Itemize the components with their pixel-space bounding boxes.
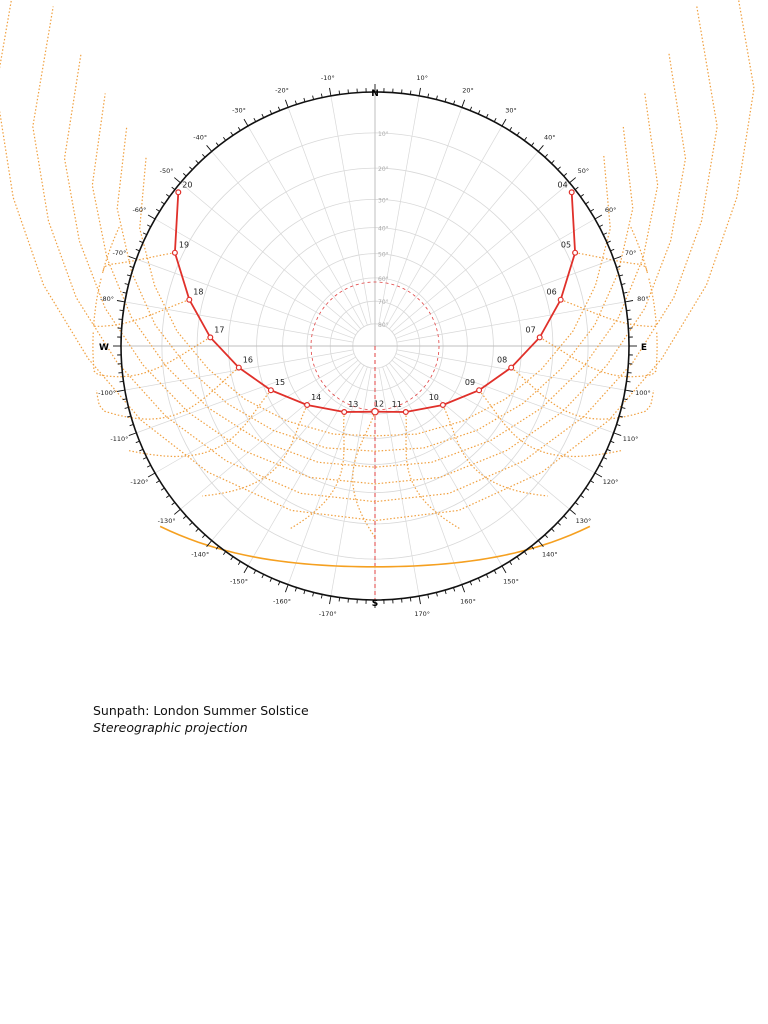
- azimuth-tick: [419, 596, 420, 604]
- sun-hour-label: 19: [178, 240, 190, 250]
- azimuth-tick: [196, 529, 199, 532]
- azimuth-label: 140°: [541, 550, 558, 559]
- azimuth-tick: [285, 585, 288, 593]
- sun-hour-label: 18: [193, 287, 204, 297]
- azimuth-label: 130°: [575, 516, 592, 525]
- azimuth-tick: [570, 509, 576, 514]
- analemma-curve: [129, 390, 271, 456]
- azimuth-tick: [445, 98, 446, 102]
- azimuth-tick: [580, 495, 583, 497]
- azimuth-tick: [143, 457, 147, 459]
- azimuth-tick: [619, 416, 623, 417]
- azimuth-tick: [202, 154, 205, 157]
- azimuth-tick: [143, 233, 147, 235]
- azimuth-label: -20°: [275, 86, 289, 95]
- azimuth-tick: [129, 256, 137, 259]
- azimuth-spoke: [389, 363, 538, 541]
- azimuth-tick: [531, 143, 533, 146]
- azimuth-tick: [117, 390, 125, 391]
- analemma-curve: [540, 331, 657, 377]
- azimuth-spoke: [389, 151, 538, 329]
- sun-hour-label: 07: [525, 325, 536, 335]
- azimuth-tick: [607, 241, 611, 243]
- sun-hour-marker: [573, 250, 578, 255]
- azimuth-tick: [254, 570, 256, 574]
- azimuth-label: 80°: [637, 294, 649, 303]
- sun-hour-marker: [236, 365, 241, 370]
- azimuth-tick: [244, 119, 248, 126]
- sun-hour-marker: [441, 403, 446, 408]
- azimuth-label: -80°: [100, 294, 115, 303]
- azimuth-label: 110°: [622, 435, 639, 443]
- azimuth-tick: [127, 275, 131, 276]
- azimuth-tick: [590, 481, 593, 483]
- azimuth-tick: [129, 433, 137, 436]
- azimuth-label: -70°: [112, 249, 127, 257]
- analemma-curve: [202, 405, 307, 496]
- azimuth-tick: [558, 522, 561, 525]
- azimuth-tick: [494, 118, 496, 122]
- azimuth-tick: [590, 209, 593, 211]
- cardinal-south: S: [371, 599, 379, 609]
- azimuth-tick: [586, 488, 589, 490]
- altitude-label: 70°: [378, 299, 389, 307]
- azimuth-tick: [147, 465, 151, 467]
- azimuth-tick: [207, 145, 212, 151]
- azimuth-tick: [580, 194, 583, 196]
- azimuth-tick: [599, 465, 603, 467]
- sun-hour-marker: [569, 190, 574, 195]
- sun-hour-marker: [187, 297, 192, 302]
- azimuth-tick: [172, 187, 175, 189]
- azimuth-tick: [120, 310, 124, 311]
- azimuth-spoke: [180, 183, 358, 335]
- azimuth-tick: [564, 173, 567, 176]
- azimuth-label: 50°: [577, 167, 590, 176]
- azimuth-label: -10°: [320, 74, 335, 83]
- azimuth-tick: [453, 101, 454, 105]
- azimuth-label: -60°: [132, 206, 147, 214]
- azimuth-tick: [625, 301, 633, 302]
- azimuth-label: 160°: [460, 597, 476, 606]
- azimuth-tick: [445, 590, 446, 594]
- azimuth-tick: [156, 481, 159, 483]
- azimuth-tick: [607, 449, 611, 451]
- azimuth-tick: [410, 91, 411, 95]
- azimuth-tick: [330, 596, 331, 604]
- azimuth-tick: [304, 590, 305, 594]
- azimuth-label: -30°: [232, 106, 246, 115]
- analemma-curve: [443, 405, 548, 496]
- altitude-label: 30°: [378, 197, 389, 205]
- azimuth-tick: [130, 424, 134, 425]
- azimuth-tick: [120, 381, 124, 382]
- azimuth-tick: [545, 535, 548, 538]
- azimuth-tick: [453, 588, 454, 592]
- azimuth-tick: [161, 488, 164, 490]
- azimuth-label: -160°: [272, 597, 292, 606]
- azimuth-tick: [270, 578, 272, 582]
- azimuth-tick: [117, 301, 125, 302]
- azimuth-tick: [196, 160, 199, 163]
- azimuth-tick: [419, 88, 420, 96]
- azimuth-label: -140°: [191, 550, 210, 559]
- azimuth-tick: [270, 110, 272, 114]
- azimuth-label: -170°: [318, 609, 337, 618]
- azimuth-tick: [502, 566, 506, 573]
- azimuth-tick: [223, 551, 225, 554]
- azimuth-label: 120°: [602, 478, 619, 486]
- azimuth-label: 170°: [414, 609, 431, 618]
- azimuth-label: 150°: [503, 577, 519, 586]
- sun-hour-label: 12: [373, 399, 385, 409]
- analemma-curve: [93, 331, 210, 377]
- altitude-label: 60°: [378, 275, 389, 283]
- sun-hour-label: 06: [546, 287, 557, 297]
- azimuth-tick: [254, 118, 256, 122]
- azimuth-tick: [614, 256, 622, 259]
- azimuth-tick: [231, 557, 233, 560]
- sun-hour-label: 13: [348, 400, 359, 409]
- azimuth-tick: [551, 160, 554, 163]
- azimuth-label: 70°: [624, 249, 637, 257]
- azimuth-tick: [510, 127, 512, 130]
- azimuth-tick: [575, 187, 578, 189]
- azimuth-tick: [216, 143, 218, 146]
- azimuth-tick: [223, 137, 225, 140]
- azimuth-label: 20°: [462, 86, 474, 95]
- azimuth-tick: [172, 502, 175, 504]
- sun-hour-marker: [342, 410, 347, 415]
- altitude-label: 80°: [378, 321, 389, 329]
- azimuth-tick: [478, 110, 480, 114]
- caption-title: Sunpath: London Summer Solstice: [93, 703, 309, 718]
- azimuth-tick: [127, 416, 131, 417]
- azimuth-tick: [551, 529, 554, 532]
- azimuth-tick: [339, 91, 340, 95]
- altitude-azimuth-grid: [121, 92, 629, 600]
- azimuth-tick: [183, 173, 186, 176]
- azimuth-tick: [244, 566, 248, 573]
- cardinal-north: N: [371, 89, 379, 99]
- altitude-label: 10°: [378, 130, 389, 138]
- azimuth-tick: [510, 561, 512, 564]
- analemma-curve: [575, 227, 647, 273]
- azimuth-tick: [295, 101, 296, 105]
- azimuth-tick: [148, 473, 155, 477]
- azimuth-tick: [161, 202, 164, 204]
- azimuth-tick: [494, 570, 496, 574]
- azimuth-tick: [524, 137, 526, 140]
- azimuth-tick: [545, 154, 548, 157]
- sun-hour-label: 15: [274, 378, 286, 388]
- azimuth-tick: [166, 194, 169, 196]
- azimuth-tick: [462, 585, 465, 593]
- azimuth-tick: [538, 145, 543, 151]
- azimuth-tick: [238, 127, 240, 130]
- sun-hour-marker: [208, 335, 213, 340]
- azimuth-tick: [285, 100, 288, 108]
- azimuth-tick: [156, 209, 159, 211]
- sun-hour-label: 04: [557, 180, 568, 190]
- azimuth-tick: [575, 502, 578, 504]
- azimuth-tick: [202, 535, 205, 538]
- azimuth-tick: [619, 275, 623, 276]
- azimuth-label: 100°: [635, 389, 651, 398]
- azimuth-label: -130°: [157, 516, 176, 525]
- sun-hour-label: 10: [428, 393, 439, 402]
- azimuth-tick: [486, 114, 488, 118]
- azimuth-tick: [599, 225, 603, 227]
- azimuth-tick: [627, 310, 631, 311]
- azimuth-tick: [189, 522, 192, 525]
- azimuth-label: 60°: [604, 206, 617, 214]
- sun-hour-marker: [176, 190, 181, 195]
- azimuth-tick: [238, 561, 240, 564]
- azimuth-tick: [502, 119, 506, 126]
- azimuth-tick: [617, 424, 621, 425]
- sun-hour-label: 11: [391, 400, 402, 409]
- azimuth-tick: [304, 98, 305, 102]
- azimuth-tick: [339, 598, 340, 602]
- sun-hour-label: 14: [311, 393, 322, 402]
- azimuth-tick: [174, 509, 180, 514]
- azimuth-tick: [586, 202, 589, 204]
- azimuth-tick: [603, 457, 607, 459]
- azimuth-tick: [517, 557, 519, 560]
- azimuth-spoke: [212, 151, 361, 329]
- altitude-label: 40°: [378, 225, 389, 233]
- azimuth-label: -100°: [98, 389, 117, 398]
- sun-hour-marker: [305, 403, 310, 408]
- azimuth-tick: [517, 132, 519, 135]
- azimuth-label: -120°: [130, 478, 149, 486]
- sun-hour-label: 05: [560, 240, 572, 250]
- azimuth-tick: [330, 88, 331, 96]
- azimuth-spoke: [392, 183, 570, 335]
- azimuth-tick: [595, 473, 602, 477]
- azimuth-tick: [627, 381, 631, 382]
- azimuth-tick: [524, 551, 526, 554]
- azimuth-spoke: [180, 360, 358, 509]
- sun-hour-label: 16: [242, 355, 253, 365]
- azimuth-label: -110°: [110, 435, 129, 443]
- sun-hour-label: 17: [214, 325, 225, 335]
- azimuth-tick: [295, 588, 296, 592]
- azimuth-tick: [614, 433, 622, 436]
- azimuth-spoke: [392, 360, 570, 509]
- azimuth-tick: [139, 241, 143, 243]
- sun-hour-marker: [403, 410, 408, 415]
- sun-hour-label: 20: [182, 180, 193, 190]
- azimuth-tick: [564, 516, 567, 519]
- azimuth-tick: [570, 178, 576, 183]
- azimuth-tick: [147, 225, 151, 227]
- sun-hour-marker: [537, 335, 542, 340]
- azimuth-tick: [625, 390, 633, 391]
- azimuth-tick: [166, 495, 169, 497]
- sun-hour-marker: [509, 365, 514, 370]
- azimuth-label: 40°: [544, 133, 556, 142]
- azimuth-tick: [262, 574, 264, 578]
- azimuth-label: 10°: [416, 74, 428, 83]
- azimuth-label: 30°: [505, 106, 517, 115]
- sun-hour-marker: [477, 388, 482, 393]
- azimuth-tick: [262, 114, 264, 118]
- sun-hour-marker: [372, 409, 378, 415]
- sun-hour-marker: [558, 297, 563, 302]
- azimuth-tick: [595, 215, 602, 219]
- azimuth-tick: [139, 449, 143, 451]
- azimuth-label: -40°: [193, 133, 208, 142]
- analemma-curve: [479, 390, 621, 456]
- cardinal-west: W: [99, 343, 109, 353]
- azimuth-label: -150°: [229, 577, 249, 586]
- azimuth-tick: [183, 516, 186, 519]
- altitude-label: 20°: [378, 166, 389, 174]
- azimuth-tick: [617, 266, 621, 267]
- azimuth-tick: [410, 598, 411, 602]
- sun-hour-marker: [173, 250, 178, 255]
- cardinal-east: E: [640, 343, 648, 353]
- sun-hour-label: 09: [464, 378, 476, 388]
- azimuth-tick: [486, 574, 488, 578]
- azimuth-tick: [174, 178, 180, 183]
- azimuth-tick: [603, 233, 607, 235]
- sun-hour-marker: [269, 388, 274, 393]
- azimuth-tick: [231, 132, 233, 135]
- azimuth-label: -50°: [159, 167, 174, 176]
- sun-hour-label: 08: [497, 355, 508, 365]
- caption-subtitle: Stereographic projection: [93, 720, 248, 735]
- azimuth-tick: [558, 167, 561, 170]
- azimuth-tick: [462, 100, 465, 108]
- azimuth-tick: [478, 578, 480, 582]
- azimuth-tick: [189, 167, 192, 170]
- azimuth-tick: [148, 215, 155, 219]
- altitude-label: 50°: [378, 251, 389, 259]
